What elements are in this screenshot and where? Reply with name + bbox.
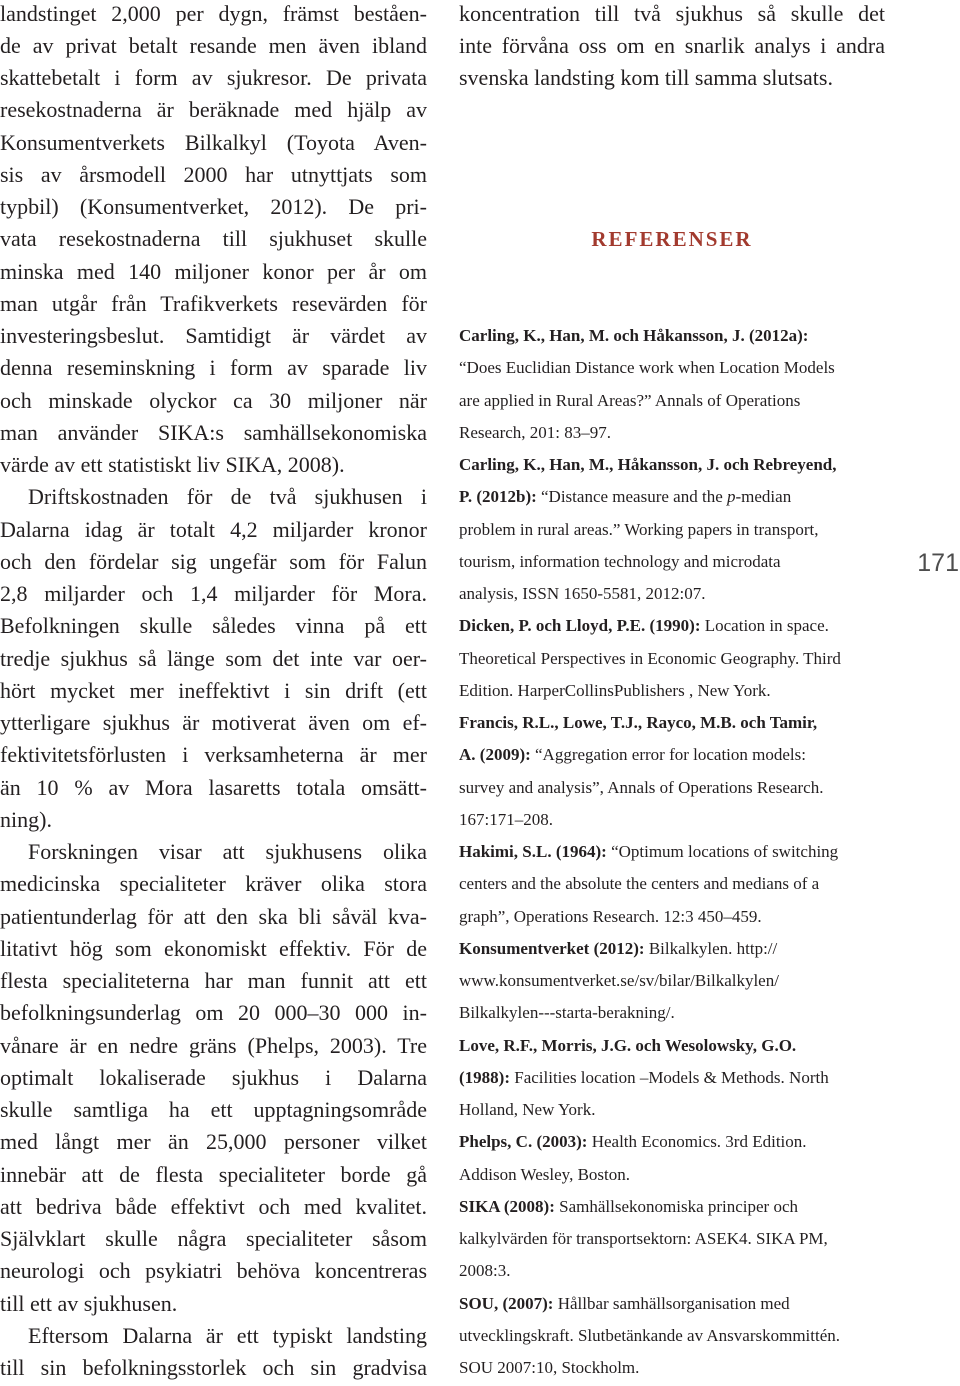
- reference-text: Theoretical Perspectives in Economic Geography. Third: [459, 648, 841, 668]
- reference-text: Bilkalkylen---starta-berakning/.: [459, 1003, 675, 1023]
- text-line: inte förvåna oss om en snarlik analys i andra: [459, 32, 885, 58]
- reference-text: kalkylvärden för transportsektorn: ASEK4. SIKA PM,: [459, 1229, 828, 1249]
- reference-line: [459, 610, 885, 642]
- reference-author-year: Carling, K., Han, M., Håkansson, J. och Rebreyend,: [459, 455, 837, 475]
- reference-line: [459, 707, 885, 739]
- text-line: ytterligare sjukhus är motiverat även om ef-: [0, 710, 427, 735]
- left-column: [0, 0, 427, 1384]
- text-line: Eftersom Dalarna är ett typiskt landsting: [28, 1322, 427, 1348]
- text-line: och den fördelar sig ungefär som för Falun: [0, 548, 427, 574]
- reference-author-year: Francis, R.L., Lowe, T.J., Rayco, M.B. och Tamir,: [459, 713, 818, 733]
- reference-text: 167:171–208.: [459, 809, 553, 829]
- reference-entry: [459, 933, 885, 1030]
- reference-line: [459, 772, 885, 804]
- reference-line: [459, 417, 885, 449]
- reference-line: [459, 1320, 885, 1352]
- text-line: till sin befolkningsstorlek och sin gradvisa: [0, 1355, 427, 1380]
- reference-entry: [459, 449, 885, 610]
- reference-author-year: P. (2012b):: [459, 487, 537, 507]
- reference-line: [459, 449, 885, 481]
- text-line: vånare är en nedre gräns (Phelps, 2003). Tre: [0, 1032, 427, 1058]
- reference-text: Bilkalkylen. http://: [644, 938, 778, 958]
- text-line: sis av årsmodell 2000 har utnyttjats som: [0, 161, 427, 187]
- text-line: neurologi och psykiatri behöva koncentreras: [0, 1258, 427, 1284]
- reference-text: Addison Wesley, Boston.: [459, 1164, 630, 1184]
- reference-line: [459, 933, 885, 965]
- reference-text: centers and the absolute the centers and medians of a: [459, 874, 820, 894]
- reference-text: p: [727, 487, 736, 507]
- reference-entry: [459, 1126, 885, 1191]
- reference-text: utvecklingskraft. Slutbetänkande av Ansvarskommittén.: [459, 1325, 841, 1345]
- text-line: Forskningen visar att sjukhusens olika: [28, 839, 427, 864]
- reference-author-year: Carling, K., Han, M. och Håkansson, J. (2012a):: [459, 326, 809, 346]
- reference-text: “Does Euclidian Distance work when Location Models: [459, 358, 835, 378]
- reference-line: [459, 643, 885, 675]
- reference-line: [459, 1126, 885, 1158]
- reference-line: [459, 481, 885, 513]
- reference-line: [459, 804, 885, 836]
- reference-text: Health Economics. 3rd Edition.: [587, 1132, 807, 1152]
- reference-author-year: SOU, (2007):: [459, 1293, 554, 1313]
- reference-line: [459, 546, 885, 578]
- reference-text: tourism, information technology and microdata: [459, 551, 781, 571]
- reference-line: [459, 320, 885, 352]
- text-line: patientunderlag för att den ska bli såväl kva-: [0, 903, 427, 929]
- reference-entry: [459, 836, 885, 933]
- references-heading: REFERENSER: [591, 227, 753, 252]
- right-column: [459, 0, 885, 1384]
- reference-author-year: (1988):: [459, 1067, 510, 1087]
- reference-line: [459, 739, 885, 771]
- reference-line: [459, 901, 885, 933]
- text-line: innebär att de flesta specialiteter borde gå: [0, 1161, 427, 1187]
- paragraph: [0, 0, 427, 481]
- reference-line: [459, 578, 885, 610]
- reference-entry: [459, 707, 885, 836]
- text-line: fektivitetsförlusten i verksamheterna är mer: [0, 742, 427, 768]
- text-line: resekostnaderna är beräknade med hjälp av: [0, 97, 427, 123]
- reference-text: analysis, ISSN 1650-5581, 2012:07.: [459, 584, 706, 604]
- reference-author-year: A. (2009):: [459, 745, 531, 765]
- text-line: och minskade olyckor ca 30 miljoner när: [0, 387, 427, 413]
- reference-text: Samhällsekonomiska principer och: [554, 1196, 799, 1216]
- reference-text: “Aggregation error for location models:: [530, 745, 806, 765]
- text-line: att bedriva både effektivt och med kvalitet.: [0, 1193, 427, 1219]
- text-line: skattebetalt i form av sjukresor. De privata: [0, 65, 427, 90]
- reference-author-year: Dicken, P. och Lloyd, P.E. (1990):: [459, 616, 701, 636]
- references-list: [459, 320, 885, 1384]
- text-line: typbil) (Konsumentverket, 2012). De pri-: [0, 194, 427, 219]
- reference-text: www.konsumentverket.se/sv/bilar/Bilkalkylen/: [459, 971, 779, 991]
- text-line: de av privat betalt resande men även ibland: [0, 32, 427, 58]
- reference-line: [459, 1191, 885, 1223]
- text-line: Befolkningen skulle således vinna på ett: [0, 613, 427, 639]
- reference-author-year: Love, R.F., Morris, J.G. och Wesolowsky, G.O.: [459, 1035, 797, 1055]
- reference-line: [459, 1062, 885, 1094]
- reference-entry: [459, 1191, 885, 1288]
- reference-line: [459, 352, 885, 384]
- reference-text: 2008:3.: [459, 1261, 511, 1281]
- text-line: tredje sjukhus så länge som det inte var oer-: [0, 645, 427, 671]
- text-line: Konsumentverkets Bilkalkyl (Toyota Aven-: [0, 129, 427, 155]
- reference-entry: [459, 320, 885, 449]
- text-line: ning).: [0, 806, 52, 832]
- reference-line: [459, 385, 885, 417]
- reference-entry: [459, 610, 885, 707]
- reference-line: [459, 965, 885, 997]
- text-line: minska med 140 miljoner konor per år om: [0, 258, 427, 284]
- text-line: till ett av sjukhusen.: [0, 1290, 178, 1316]
- text-line: denna reseminskning i form av sparade liv: [0, 355, 427, 381]
- reference-text: Edition. HarperCollinsPublishers , New York.: [459, 680, 771, 700]
- paragraph: [0, 481, 427, 836]
- reference-entry: [459, 1030, 885, 1127]
- text-line: 2,8 miljarder och 1,4 miljarder för Mora.: [0, 581, 427, 606]
- text-line: man utgår från Trafikverkets resevärden för: [0, 290, 427, 316]
- text-line: än 10 % av Mora lasaretts totala omsätt-: [0, 774, 427, 800]
- page-number: 171: [917, 549, 959, 577]
- reference-text: problem in rural areas.” Working papers in transport,: [459, 519, 819, 539]
- reference-entry: [459, 1288, 885, 1385]
- reference-text: Hållbar samhällsorganisation med: [553, 1293, 790, 1313]
- reference-line: [459, 1288, 885, 1320]
- text-line: optimalt lokaliserade sjukhus i Dalarna: [0, 1064, 427, 1090]
- continued-paragraph: [459, 0, 885, 94]
- text-line: landstinget 2,000 per dygn, främst beståen-: [0, 0, 427, 26]
- reference-text: survey and analysis”, Annals of Operations Research.: [459, 777, 824, 797]
- reference-author-year: SIKA (2008):: [459, 1196, 555, 1216]
- text-line: litativt hög som ekonomiskt effektiv. För de: [0, 935, 427, 961]
- reference-text: “Distance measure and the: [536, 487, 727, 507]
- reference-line: [459, 514, 885, 546]
- reference-line: [459, 1094, 885, 1126]
- reference-line: [459, 868, 885, 900]
- text-line: koncentration till två sjukhus så skulle det: [459, 0, 885, 26]
- text-line: svenska landsting kom till samma slutsats.: [459, 65, 833, 90]
- reference-text: SOU 2007:10, Stockholm.: [459, 1358, 640, 1378]
- text-line: flesta specialiteterna har man funnit att ett: [0, 968, 427, 993]
- text-line: skulle samtliga ha ett upptagningsområde: [0, 1097, 427, 1122]
- text-line: investeringsbeslut. Samtidigt är värdet av: [0, 323, 427, 348]
- reference-text: are applied in Rural Areas?” Annals of Operations: [459, 390, 801, 410]
- reference-line: [459, 1159, 885, 1191]
- reference-line: [459, 1030, 885, 1062]
- reference-line: [459, 1223, 885, 1255]
- reference-line: [459, 1255, 885, 1287]
- text-line: Driftskostnaden för de två sjukhusen i: [28, 484, 427, 510]
- text-line: Självklart skulle några specialiteter såsom: [0, 1226, 427, 1251]
- text-line: hört mycket mer ineffektivt i sin drift (ett: [0, 677, 427, 703]
- reference-text: Holland, New York.: [459, 1100, 596, 1120]
- reference-text: “Optimum locations of switching: [606, 842, 839, 862]
- reference-line: [459, 997, 885, 1029]
- paragraph: [0, 836, 427, 1320]
- reference-author-year: Hakimi, S.L. (1964):: [459, 842, 607, 862]
- reference-text: -median: [735, 487, 792, 507]
- reference-line: [459, 836, 885, 868]
- text-line: medicinska specialiteter kräver olika stora: [0, 871, 427, 897]
- text-line: befolkningsunderlag om 20 000–30 000 in-: [0, 1000, 427, 1026]
- text-line: vata resekostnaderna till sjukhuset skulle: [0, 226, 427, 252]
- paragraph: [0, 1320, 427, 1385]
- reference-text: Research, 201: 83–97.: [459, 422, 612, 442]
- text-line: man använder SIKA:s samhällsekonomiska: [0, 419, 427, 445]
- reference-text: Facilities location –Models & Methods. North: [509, 1067, 829, 1087]
- reference-author-year: Konsumentverket (2012):: [459, 938, 645, 958]
- reference-text: graph”, Operations Research. 12:3 450–459.: [459, 906, 762, 926]
- text-line: med långt mer än 25,000 personer vilket: [0, 1129, 427, 1155]
- reference-text: Location in space.: [700, 616, 829, 636]
- text-line: värde av ett statistiskt liv SIKA, 2008).: [0, 452, 345, 477]
- reference-line: [459, 1352, 885, 1384]
- reference-author-year: Phelps, C. (2003):: [459, 1132, 588, 1152]
- reference-line: [459, 675, 885, 707]
- text-line: Dalarna idag är totalt 4,2 miljarder kronor: [0, 516, 427, 542]
